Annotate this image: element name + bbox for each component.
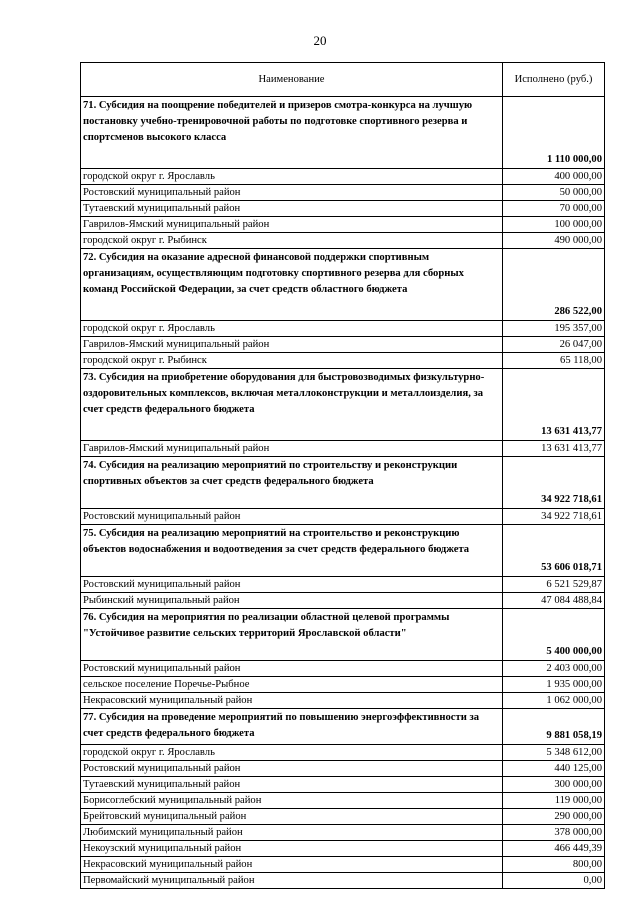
recipient-name: городской округ г. Рыбинск <box>81 353 503 369</box>
subsidy-title: 73. Субсидия на приобретение оборудования для быстровозводимых физкультурно-оздоровительных комплексов, включая металлоконструкции и металлоизделия, за счет средств федерального бюджета <box>81 369 503 441</box>
page-number: 20 <box>313 33 327 48</box>
table-header-row <box>81 63 605 97</box>
subsidy-total: 9 881 058,19 <box>503 709 605 745</box>
recipient-name: Борисоглебский муниципальный район <box>81 793 503 809</box>
header-value: Исполнено (руб.) <box>503 63 605 97</box>
table-row <box>81 793 605 809</box>
recipient-name: Любимский муниципальный район <box>81 825 503 841</box>
recipient-amount: 2 403 000,00 <box>503 661 605 677</box>
recipient-name: Гаврилов-Ямский муниципальный район <box>81 441 503 457</box>
table-row <box>81 201 605 217</box>
subsidy-table <box>80 62 605 889</box>
table-row <box>81 777 605 793</box>
subsidy-row <box>81 709 605 745</box>
recipient-name: Первомайский муниципальный район <box>81 873 503 889</box>
recipient-amount: 400 000,00 <box>503 169 605 185</box>
recipient-amount: 6 521 529,87 <box>503 577 605 593</box>
recipient-name: Некоузский муниципальный район <box>81 841 503 857</box>
recipient-amount: 65 118,00 <box>503 353 605 369</box>
recipient-name: Некрасовский муниципальный район <box>81 857 503 873</box>
recipient-name: городской округ г. Ярославль <box>81 745 503 761</box>
recipient-name: Рыбинский муниципальный район <box>81 593 503 609</box>
table-row <box>81 169 605 185</box>
recipient-amount: 47 084 488,84 <box>503 593 605 609</box>
recipient-name: Ростовский муниципальный район <box>81 509 503 525</box>
recipient-amount: 378 000,00 <box>503 825 605 841</box>
recipient-amount: 195 357,00 <box>503 321 605 337</box>
recipient-amount: 300 000,00 <box>503 777 605 793</box>
table-row <box>81 693 605 709</box>
recipient-amount: 34 922 718,61 <box>503 509 605 525</box>
recipient-amount: 1 062 000,00 <box>503 693 605 709</box>
subsidy-row <box>81 97 605 169</box>
recipient-amount: 5 348 612,00 <box>503 745 605 761</box>
subsidy-total: 5 400 000,00 <box>503 609 605 661</box>
recipient-name: Ростовский муниципальный район <box>81 761 503 777</box>
recipient-amount: 100 000,00 <box>503 217 605 233</box>
recipient-name: Тутаевский муниципальный район <box>81 777 503 793</box>
table-row <box>81 441 605 457</box>
recipient-amount: 0,00 <box>503 873 605 889</box>
table-row <box>81 745 605 761</box>
subsidy-title: 76. Субсидия на мероприятия по реализации областной целевой программы "Устойчивое развитие сельских территорий Ярославской области" <box>81 609 503 661</box>
table-row <box>81 825 605 841</box>
subsidy-title: 74. Субсидия на реализацию мероприятий по строительству и реконструкции спортивных объектов за счет средств федерального бюджета <box>81 457 503 509</box>
recipient-name: Ростовский муниципальный район <box>81 661 503 677</box>
recipient-name: Гаврилов-Ямский муниципальный район <box>81 337 503 353</box>
table-row <box>81 857 605 873</box>
subsidy-row <box>81 609 605 661</box>
recipient-amount: 440 125,00 <box>503 761 605 777</box>
recipient-name: Гаврилов-Ямский муниципальный район <box>81 217 503 233</box>
table-row <box>81 677 605 693</box>
recipient-amount: 466 449,39 <box>503 841 605 857</box>
subsidy-row <box>81 369 605 441</box>
recipient-name: Ростовский муниципальный район <box>81 185 503 201</box>
subsidy-total: 1 110 000,00 <box>503 97 605 169</box>
table-row <box>81 233 605 249</box>
recipient-amount: 290 000,00 <box>503 809 605 825</box>
recipient-name: городской округ г. Рыбинск <box>81 233 503 249</box>
recipient-name: Некрасовский муниципальный район <box>81 693 503 709</box>
subsidy-total: 53 606 018,71 <box>503 525 605 577</box>
subsidy-title: 77. Субсидия на проведение мероприятий по повышению энергоэффективности за счет средств федерального бюджета <box>81 709 503 745</box>
recipient-name: Тутаевский муниципальный район <box>81 201 503 217</box>
subsidy-row <box>81 249 605 321</box>
recipient-name: Брейтовский муниципальный район <box>81 809 503 825</box>
table-row <box>81 593 605 609</box>
recipient-name: городской округ г. Ярославль <box>81 321 503 337</box>
table-row <box>81 217 605 233</box>
recipient-amount: 13 631 413,77 <box>503 441 605 457</box>
table-row <box>81 577 605 593</box>
recipient-amount: 119 000,00 <box>503 793 605 809</box>
recipient-name: Ростовский муниципальный район <box>81 577 503 593</box>
recipient-amount: 70 000,00 <box>503 201 605 217</box>
table-row <box>81 873 605 889</box>
table-row <box>81 509 605 525</box>
subsidy-total: 286 522,00 <box>503 249 605 321</box>
recipient-name: сельское поселение Поречье-Рыбное <box>81 677 503 693</box>
header-name: Наименование <box>81 63 503 97</box>
subsidy-title: 75. Субсидия на реализацию мероприятий на строительство и реконструкцию объектов водоснабжения и водоотведения за счет средств федерального бюджета <box>81 525 503 577</box>
table-row <box>81 841 605 857</box>
subsidy-title: 71. Субсидия на поощрение победителей и призеров смотра-конкурса на лучшую постановку учебно-тренировочной работы по подготовке спортивного резерва и спортсменов высокого класса <box>81 97 503 169</box>
subsidy-row <box>81 525 605 577</box>
subsidy-total: 34 922 718,61 <box>503 457 605 509</box>
table-row <box>81 809 605 825</box>
recipient-name: городской округ г. Ярославль <box>81 169 503 185</box>
recipient-amount: 1 935 000,00 <box>503 677 605 693</box>
subsidy-total: 13 631 413,77 <box>503 369 605 441</box>
table-row <box>81 321 605 337</box>
recipient-amount: 26 047,00 <box>503 337 605 353</box>
table-row <box>81 761 605 777</box>
table-row <box>81 185 605 201</box>
table-row <box>81 661 605 677</box>
table-row <box>81 353 605 369</box>
recipient-amount: 50 000,00 <box>503 185 605 201</box>
subsidy-row <box>81 457 605 509</box>
subsidy-title: 72. Субсидия на оказание адресной финансовой поддержки спортивным организациям, осуществляющим подготовку спортивного резерва для сборных команд Российской Федерации, за счет средств областного бюджета <box>81 249 503 321</box>
recipient-amount: 490 000,00 <box>503 233 605 249</box>
recipient-amount: 800,00 <box>503 857 605 873</box>
table-row <box>81 337 605 353</box>
